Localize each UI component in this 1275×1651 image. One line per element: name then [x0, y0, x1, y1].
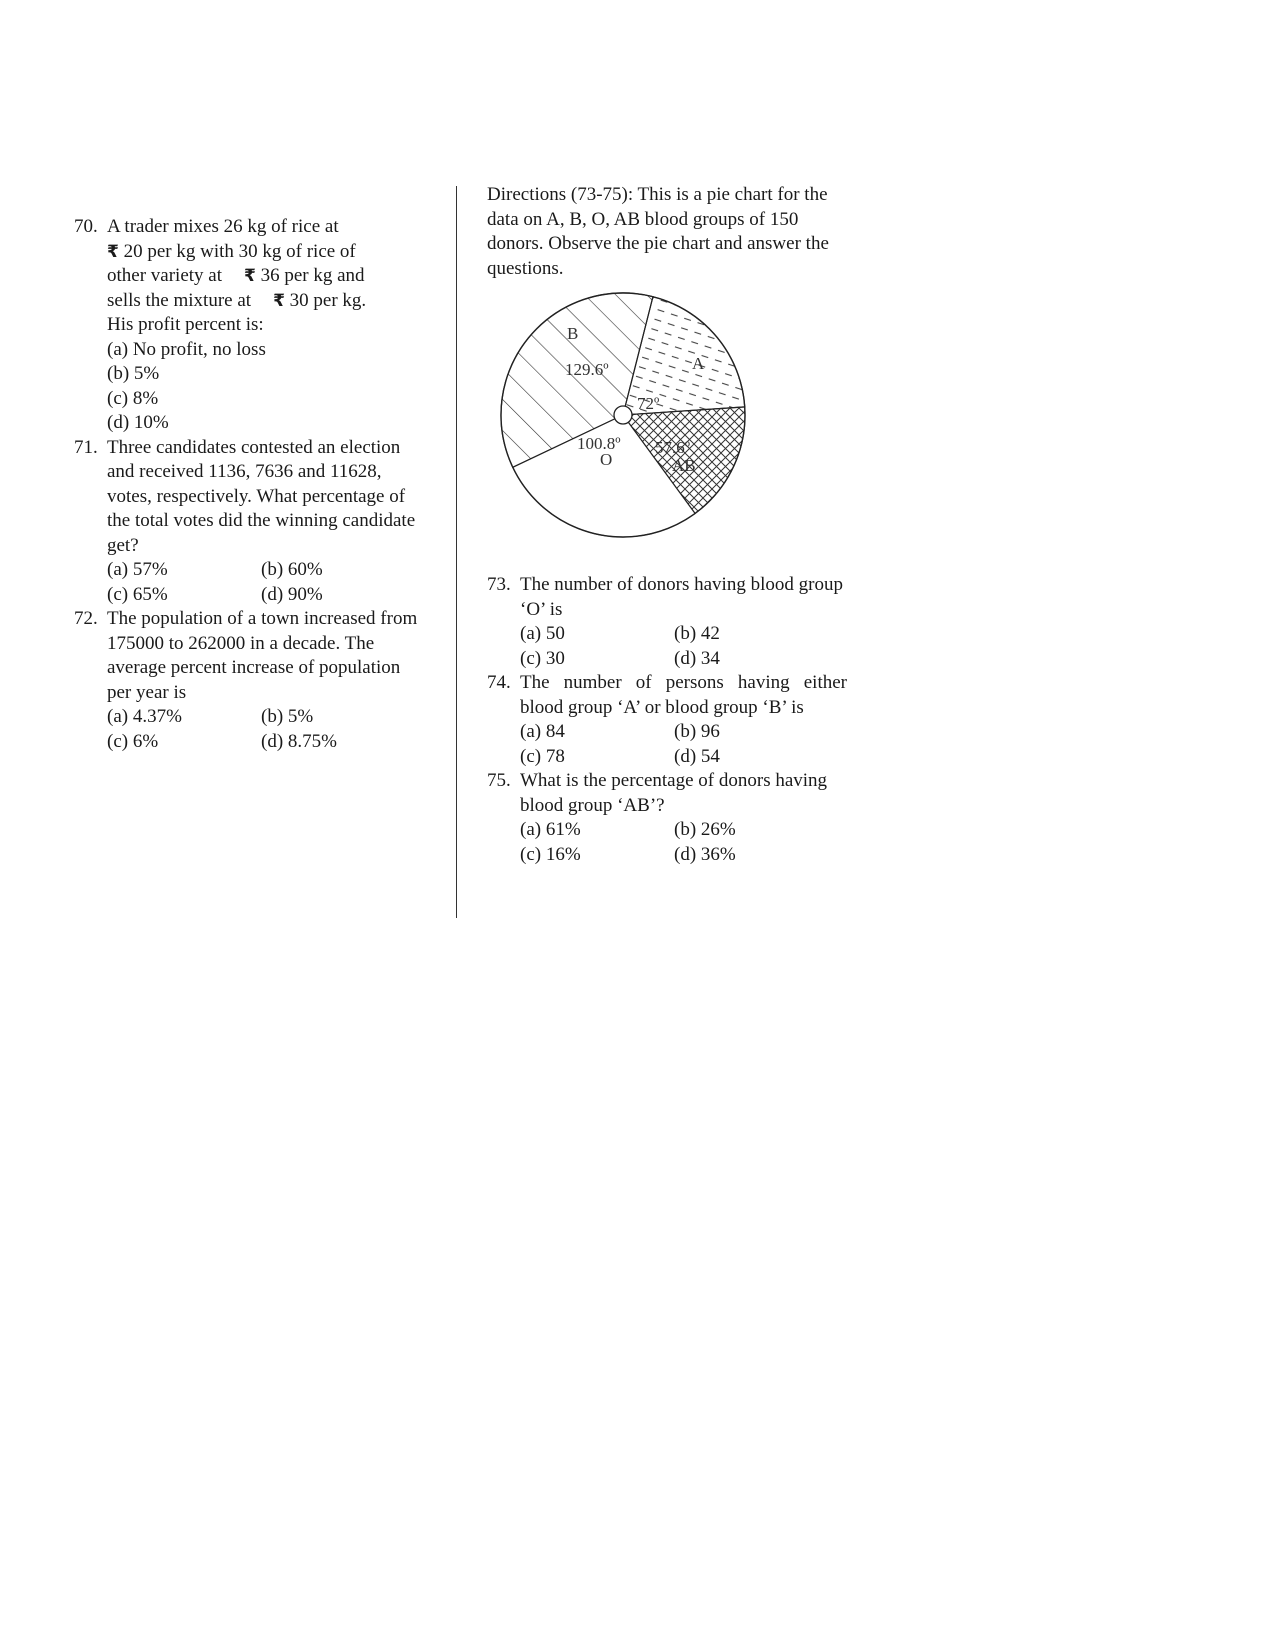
option: (d) 90%: [261, 583, 323, 605]
option: (d) 10%: [107, 412, 169, 433]
question-number: 72.: [74, 608, 98, 629]
option: (c) 6%: [107, 730, 159, 752]
directions-text: Directions (73-75): This is a pie chart for the data on A, B, O, AB blood groups of 150 donors. Observe the pie chart and answer the questions.: [487, 184, 829, 279]
pie-chart: [487, 291, 827, 571]
question-70: [74, 215, 419, 436]
question-text-line: 36 per kg and: [260, 265, 365, 286]
question-text-line: other variety at: [107, 265, 223, 286]
options: [520, 622, 847, 671]
rupee-icon: ₹: [107, 241, 119, 262]
pie-label-b: B: [567, 324, 579, 343]
option: (b) 26%: [674, 819, 736, 840]
option: (a) 61%: [520, 819, 581, 840]
question-number: 74.: [487, 672, 511, 693]
option: (a) 84: [520, 721, 565, 742]
option: (c) 30: [520, 647, 565, 669]
pie-center-marker: [614, 406, 632, 424]
option: (a) 50: [520, 623, 565, 644]
question-74: [487, 671, 847, 769]
pie-label-ab: AB: [672, 456, 696, 475]
option: (b) 5%: [261, 706, 314, 727]
options: [520, 720, 847, 769]
option: (a) No profit, no loss: [107, 338, 266, 360]
option: (a) 4.37%: [107, 706, 182, 727]
options: [107, 705, 419, 754]
left-column: [74, 215, 419, 754]
question-text-line: sells the mixture at: [107, 289, 252, 311]
options: [107, 558, 419, 607]
pie-angle-label-a: 72º: [637, 394, 660, 413]
question-75: [487, 769, 847, 867]
option: (b) 96: [674, 721, 720, 742]
option: (b) 5%: [107, 363, 160, 384]
question-text: The number of persons having either blood group ‘A’ or blood group ‘B’ is: [520, 672, 847, 718]
question-text: The number of donors having blood group ‘O’ is: [520, 574, 843, 620]
rupee-icon: ₹: [244, 266, 256, 286]
question-text: The population of a town increased from 175000 to 262000 in a decade. The average percent increase of population per year is: [107, 608, 418, 703]
option: (d) 36%: [674, 843, 736, 865]
options: [107, 338, 419, 436]
pie-angle-label-b: 129.6º: [565, 360, 609, 379]
question-text-line: His profit percent is:: [107, 314, 264, 335]
question-text: Three candidates contested an election and received 1136, 7636 and 11628, votes, respectively. What percentage of the total votes did the winning candidate get?: [107, 436, 416, 556]
pie-angle-label-o: 100.8º: [577, 434, 621, 453]
question-number: 70.: [74, 216, 98, 237]
question-72: [74, 607, 419, 754]
question-text: What is the percentage of donors having blood group ‘AB’?: [520, 770, 828, 816]
question-text-line: 20 per kg with 30 kg of rice of: [123, 240, 356, 262]
pie-chart-svg: [487, 291, 827, 571]
option: (c) 78: [520, 745, 565, 767]
rupee-icon: ₹: [273, 290, 285, 311]
question-number: 73.: [487, 574, 511, 595]
pie-label-o: O: [600, 450, 613, 469]
question-text-line: 30 per kg.: [289, 289, 367, 311]
question-73: [487, 573, 847, 671]
option: (d) 34: [674, 647, 720, 669]
option: (b) 60%: [261, 559, 323, 580]
question-number: 71.: [74, 436, 98, 458]
question-71: [74, 436, 419, 608]
question-text-line: A trader mixes 26 kg of rice at: [107, 216, 339, 237]
options: [520, 818, 847, 867]
option: (a) 57%: [107, 559, 168, 580]
column-divider: [456, 186, 457, 918]
option: (b) 42: [674, 623, 720, 644]
option: (c) 65%: [107, 583, 168, 605]
pie-label-a: A: [692, 354, 705, 373]
option: (d) 8.75%: [261, 730, 337, 752]
option: (c) 8%: [107, 387, 159, 409]
option: (d) 54: [674, 745, 720, 767]
pie-angle-label-ab: 57.6º: [655, 438, 691, 457]
right-column: [487, 183, 847, 867]
question-number: 75.: [487, 770, 511, 791]
option: (c) 16%: [520, 843, 581, 865]
